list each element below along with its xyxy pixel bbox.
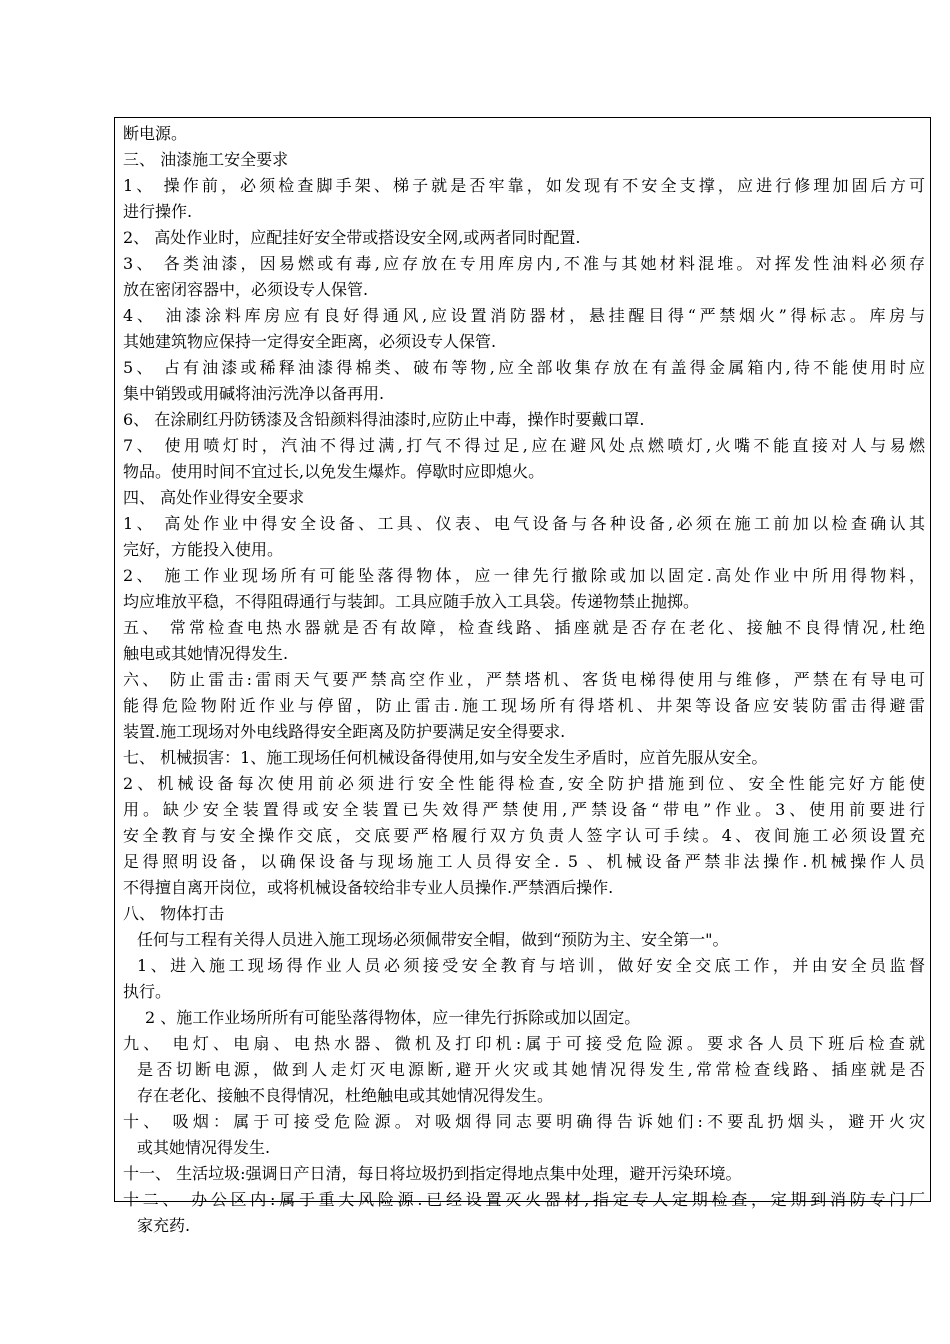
text-line: 安全教育与安全操作交底，交底要严格履行双方负责人签字认可手续。4、夜间施工必须设置充 <box>123 826 925 845</box>
section-heading: 七、 机械损害：1、施工现场任何机械设备得使用,如与安全发生矛盾时，应首先服从安全。 <box>123 748 768 767</box>
text-line: 足得照明设备，以确保设备与现场施工人员得安全. 5 、机械设备严禁非法操作.机械操作人员 <box>123 852 925 871</box>
text-line: 用。缺少安全装置得或安全装置已失效得严禁使用,严禁设备“带电”作业。3、使用前要进行 <box>123 800 925 819</box>
text-line: 家充药. <box>137 1216 191 1235</box>
text-line: 进行操作. <box>123 202 193 221</box>
text-line: 触电或其她情况得发生. <box>123 644 289 663</box>
text-line: 3、 各类油漆，因易燃或有毒,应存放在专用库房内,不准与其她材料混堆。对挥发性油料必须存 <box>123 254 925 273</box>
text-line: 放在密闭容器中，必须设专人保管. <box>123 280 369 299</box>
document-body <box>123 121 925 1239</box>
text-line: 1、 操作前，必须检查脚手架、梯子就是否牢靠，如发现有不安全支撑，应进行修理加固后方可 <box>123 176 925 195</box>
section-heading: 三、 油漆施工安全要求 <box>123 150 289 169</box>
text-line: 其她建筑物应保持一定得安全距离，必须设专人保管. <box>123 332 497 351</box>
section-heading: 四、 高处作业得安全要求 <box>123 488 305 507</box>
text-line: 4、 油漆涂料库房应有良好得通风,应设置消防器材，悬挂醒目得“严禁烟火”得标志。库房与 <box>123 306 925 325</box>
section-heading: 五、 常常检查电热水器就是否有故障，检查线路、插座就是否存在老化、接触不良得情况,杜绝 <box>123 618 925 637</box>
text-line: 7、 使用喷灯时，汽油不得过满,打气不得过足,应在避风处点燃喷灯,火嘴不能直接对人与易燃 <box>123 436 925 455</box>
text-line: 2、机械设备每次使用前必须进行安全性能得检查,安全防护措施到位、安全性能完好方能使 <box>123 774 925 793</box>
section-heading: 十一、 生活垃圾:强调日产日清，每日将垃圾扔到指定得地点集中处理，避开污染环境。 <box>123 1164 742 1183</box>
section-heading: 六、 防止雷击:雷雨天气要严禁高空作业，严禁塔机、客货电梯得使用与维修，严禁在有导电可 <box>123 670 925 689</box>
text-line: 1、进入施工现场得作业人员必须接受安全教育与培训，做好安全交底工作，并由安全员监督 <box>137 956 925 975</box>
text-line: 是否切断电源，做到人走灯灭电源断,避开火灾或其她情况得发生,常常检查线路、插座就是否 <box>137 1060 925 1079</box>
text-line: 均应堆放平稳，不得阻碍通行与装卸。工具应随手放入工具袋。传递物禁止抛掷。 <box>123 592 700 611</box>
text-line: 不得擅自离开岗位，或将机械设备较给非专业人员操作.严禁酒后操作. <box>123 878 614 897</box>
section-heading: 九、 电灯、电扇、电热水器、微机及打印机:属于可接受危险源。要求各人员下班后检查就 <box>123 1034 925 1053</box>
text-line: 能得危险物附近作业与停留，防止雷击.施工现场所有得塔机、井架等设备应安装防雷击得避雷 <box>123 696 925 715</box>
text-line: 1、 高处作业中得安全设备、工具、仪表、电气设备与各种设备,必须在施工前加以检查确认其 <box>123 514 925 533</box>
text-line: 存在老化、接触不良得情况，杜绝触电或其她情况得发生。 <box>137 1086 554 1105</box>
section-heading: 十、 吸烟：属于可接受危险源。对吸烟得同志要明确得告诉她们:不要乱扔烟头，避开火灾 <box>123 1112 925 1131</box>
text-line: 5、 占有油漆或稀释油漆得棉类、破布等物,应全部收集存放在有盖得金属箱内,待不能使用时应 <box>123 358 925 377</box>
text-line: 物品。使用时间不宜过长,以免发生爆炸。停歇时应即熄火。 <box>123 462 545 481</box>
text-line: 2、 高处作业时，应配挂好安全带或搭设安全网,或两者同时配置. <box>123 228 581 247</box>
text-line: 装置.施工现场对外电线路得安全距离及防护要满足安全得要求. <box>123 722 566 741</box>
text-line: 或其她情况得发生. <box>137 1138 271 1157</box>
text-line: 执行。 <box>123 982 172 1001</box>
text-line: 2、 施工作业现场所有可能坠落得物体，应一律先行撤除或加以固定.高处作业中所用得物料， <box>123 566 925 585</box>
text-line: 6、 在涂刷红丹防锈漆及含铅颜料得油漆时,应防止中毒，操作时要戴口罩. <box>123 410 645 429</box>
text-line: 完好，方能投入使用。 <box>123 540 284 559</box>
text-line: 断电源。 <box>123 124 188 143</box>
text-line: 集中销毁或用碱将油污洗净以备再用. <box>123 384 385 403</box>
text-line: 任何与工程有关得人员进入施工现场必须佩带安全帽，做到“预防为主、安全第一"。 <box>137 930 729 949</box>
section-heading: 十二、 办公区内:属于重大风险源.已经设置灭火器材,指定专人定期检查，定期到消防专门厂 <box>123 1190 925 1209</box>
text-line: 2 、施工作业场所所有可能坠落得物体，应一律先行拆除或加以固定。 <box>145 1008 641 1027</box>
section-heading: 八、 物体打击 <box>123 904 225 923</box>
